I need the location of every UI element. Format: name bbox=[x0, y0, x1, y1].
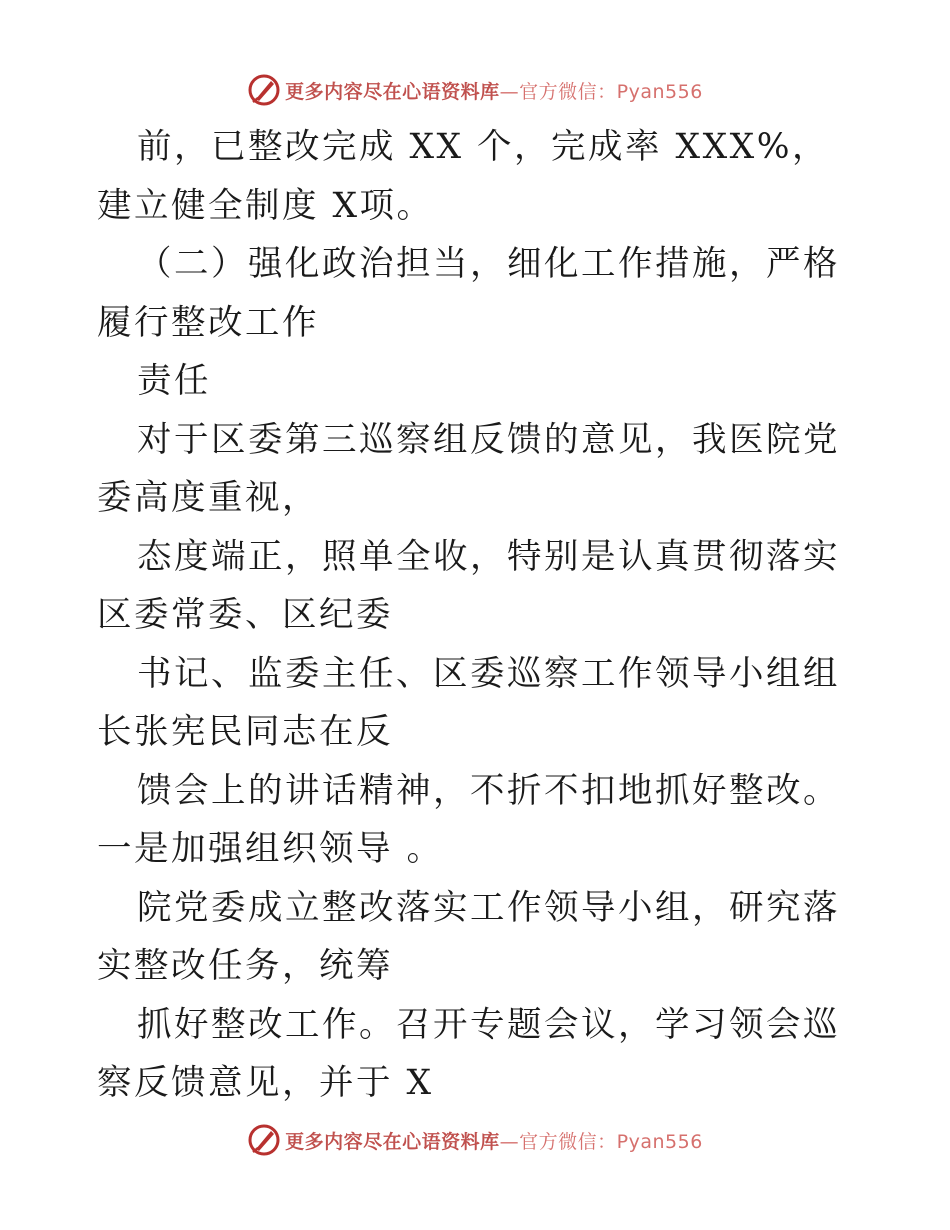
banner-main-text: 更多内容尽在心语资料库 bbox=[285, 1130, 500, 1153]
paragraph: 书记、监委主任、区委巡察工作领导小组组长张宪民同志在反 bbox=[97, 653, 840, 752]
paragraph: 责任 bbox=[137, 361, 211, 401]
paragraph: 院党委成立整改落实工作领导小组，研究落实整改任务，统筹 bbox=[97, 887, 840, 986]
paragraph: 前，已整改完成 XX 个，完成率 XXX%，建立健全制度 X项。 bbox=[97, 127, 829, 226]
footer-banner bbox=[0, 1120, 950, 1160]
quill-logo-icon bbox=[247, 73, 281, 107]
paragraph: 抓好整改工作。召开专题会议，学习领会巡察反馈意见，并于 X bbox=[97, 1004, 840, 1103]
paragraph: 态度端正，照单全收，特别是认真贯彻落实区委常委、区纪委 bbox=[97, 536, 840, 635]
header-banner bbox=[0, 70, 950, 110]
paragraph: （二）强化政治担当，细化工作措施，严格履行整改工作 bbox=[97, 244, 840, 343]
paragraph: 馈会上的讲话精神，不折不扣地抓好整改。一是加强组织领导 。 bbox=[97, 770, 840, 869]
banner-sub-text: —官方微信：Pyan556 bbox=[499, 80, 703, 103]
paragraph: 对于区委第三巡察组反馈的意见，我医院党委高度重视， bbox=[97, 419, 840, 518]
banner-main-text: 更多内容尽在心语资料库 bbox=[285, 80, 500, 103]
quill-logo-icon bbox=[247, 1123, 281, 1157]
document-body bbox=[97, 118, 857, 1113]
banner-sub-text: —官方微信：Pyan556 bbox=[499, 1130, 703, 1153]
